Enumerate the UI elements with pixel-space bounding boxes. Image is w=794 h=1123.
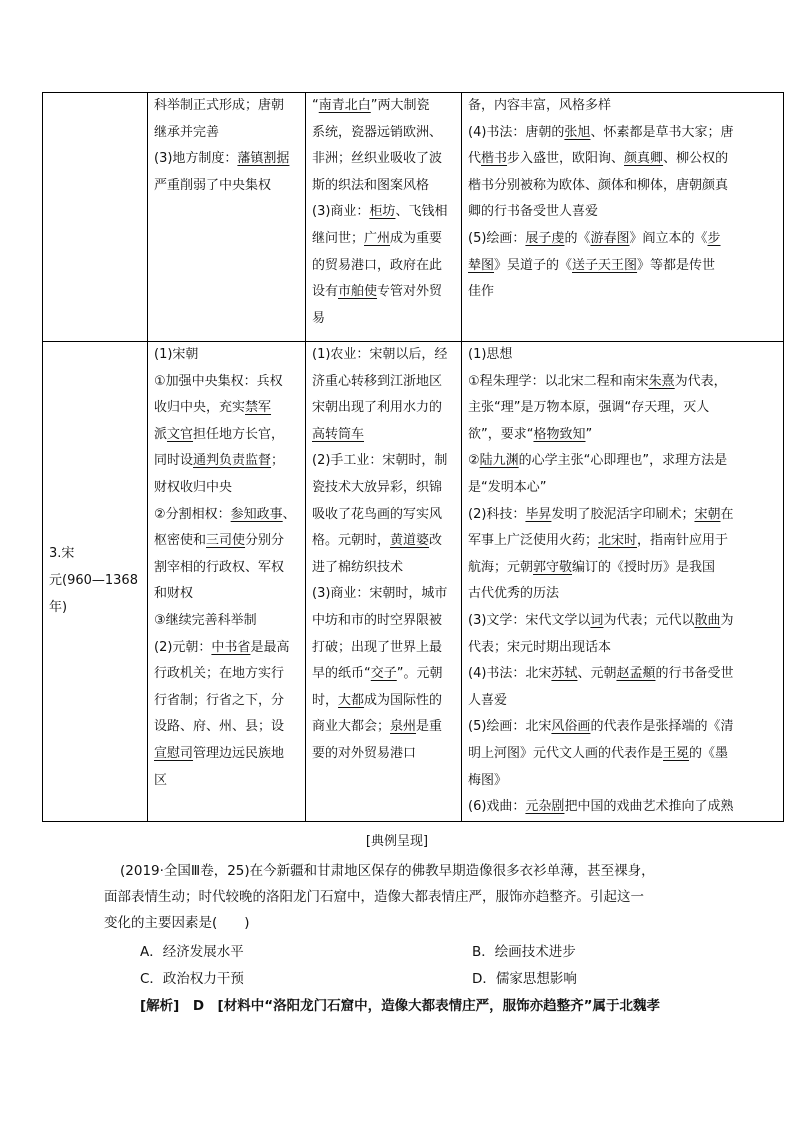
text-span: 继问世； [312,230,365,246]
text-span: 系统，瓷器远销欧洲、 [312,124,443,140]
text-span: (4)书法：唐朝的 [468,124,565,140]
cell-line [154,173,299,200]
cell-line [154,555,299,582]
analysis-text: [解析] D [材料中“洛阳龙门石窟中，造像大都表情庄严，服饰亦趋整齐”属于北魏孝 [140,998,660,1014]
text-span: 非洲；丝织业吸收了波 [312,151,443,167]
text-span: 代 [468,151,482,167]
cell-line [468,448,777,475]
text-span: (3)商业： [312,204,370,220]
option-c[interactable]: C．政治权力干预 [140,971,244,987]
underlined-term: 文官 [167,426,194,442]
cell-line [154,395,299,422]
text-span: 继承并完善 [154,124,220,140]
cell-line [312,528,455,555]
underlined-term: 黄道婆 [390,533,430,549]
text-span: 、元朝 [577,666,617,682]
text-span: 易 [312,310,326,326]
era-cell [43,342,148,822]
underlined-term: 张旭 [564,124,591,140]
text-span: 管理边远民族地 [193,745,285,761]
underlined-term: 中书省 [211,639,251,655]
underlined-term: 参知政事 [230,506,283,522]
cell-line [468,173,777,200]
text-span: 设有 [312,284,339,300]
cell-line [312,661,455,688]
cell-line [468,794,777,821]
cell-line [468,768,777,795]
cell-line [468,342,777,369]
text-span: 的代表作是张择端的《清 [590,719,734,735]
cell-line [468,688,777,715]
cell-line [468,741,777,768]
text-span: 科举制正式形成；唐朝 [154,98,285,113]
underlined-term: 苏轼 [551,666,578,682]
cell-line [468,475,777,502]
cell-line [468,120,777,147]
underlined-term: 交子 [370,666,397,682]
cell-line [312,475,455,502]
underlined-term: 送子天王图 [572,257,638,273]
cell-line [312,199,455,226]
text-span: 改 [429,533,443,549]
text-span: 严重削弱了中央集权 [154,177,272,193]
text-span: 格。元朝时， [312,533,391,549]
text-span: (2)手工业：宋朝时，制 [312,453,448,469]
text-span: 是重 [416,719,443,735]
text-span: (3)文学：宋代文学以 [468,612,591,628]
section-title: [典例呈现] [365,834,429,849]
option-b[interactable]: B．绘画技术进步 [472,944,576,960]
text-span: 专管对外贸 [377,284,443,300]
cell-line [154,502,299,529]
culture-cell [462,93,784,342]
cell-line [468,369,777,396]
text-span: 》等都是传世 [637,257,716,273]
underlined-term: 大都 [338,692,365,708]
underlined-term: 词 [590,612,604,628]
cell-line [468,581,777,608]
text-span: 枢密使和 [154,533,207,549]
cell-line [154,342,299,369]
underlined-term: 风俗画 [551,719,591,735]
underlined-term: 南青北白 [318,98,371,113]
text-span: 瓷技术大放异彩，织锦 [312,479,443,495]
cell-line [312,688,455,715]
text-span: 割宰相的行政权、军权 [154,559,285,575]
cell-line [154,475,299,502]
cell-line [468,279,777,306]
cell-line [154,448,299,475]
underlined-term: 步 [707,230,721,246]
text-span: 吸收了花鸟画的写实风 [312,506,443,522]
underlined-term: 通判 [193,453,220,469]
question-line: (2019·全国Ⅲ卷，25)在今新疆和甘肃地区保存的佛教早期造像很多衣衫单薄，甚至裸身， [120,863,655,879]
cell-line [154,528,299,555]
underlined-term: 楷书 [481,151,508,167]
option-d[interactable]: D．儒家思想影响 [472,971,577,987]
cell-line [312,635,455,662]
cell-line [312,395,455,422]
cell-line [154,146,299,173]
cell-line [312,448,455,475]
cell-line [312,306,455,333]
text-span: 佳作 [468,284,495,300]
text-span: 欲”，要求“ [468,426,534,442]
culture-cell [462,342,784,822]
economy-cell [306,342,462,822]
politics-cell [148,342,306,822]
text-span: 备，内容丰富，风格多样 [468,98,612,113]
text-span: (6)戏曲： [468,799,526,815]
text-span: 是最高 [250,639,290,655]
text-span: 编订的《授时历》是我国 [572,559,716,575]
cell-line [312,93,455,120]
cell-line [154,93,299,120]
question-line: 面部表情生动；时代较晚的洛阳龙门石窟中，造像大都表情庄严，服饰亦趋整齐。引起这一 [104,889,644,905]
underlined-term: 宋朝 [694,506,721,522]
text-span: (1)思想 [468,347,513,362]
era-cell [43,93,148,342]
era-line: 3.宋 [49,546,75,562]
text-span: 把中国的戏曲艺术推向了成熟 [564,799,734,815]
cell-line [468,528,777,555]
cell-line [312,422,455,449]
cell-line [468,253,777,280]
underlined-term: 朱熹 [648,373,675,389]
underlined-term: 柜坊 [369,204,396,220]
underlined-term: 游春图 [590,230,630,246]
underlined-term: 宣慰司 [154,745,194,761]
text-span: 要的对外贸易港口 [312,745,417,761]
text-span: ”两大制瓷 [370,98,430,113]
underlined-term: 负责监督 [219,453,272,469]
text-span: 代表；宋元时期出现话本 [468,639,612,655]
text-span: 的《 [564,230,591,246]
cell-line [312,226,455,253]
underlined-term: 王冕 [663,745,690,761]
text-span: 打破；出现了世界上最 [312,639,443,655]
text-span: 财权收归中央 [154,479,233,495]
text-span: (2)科技： [468,506,526,522]
cell-line [154,768,299,795]
cell-line [312,555,455,582]
underlined-term: 泉州 [390,719,417,735]
politics-cell [148,93,306,342]
cell-line [312,741,455,768]
cell-line [312,608,455,635]
text-span: (1)宋朝 [154,347,199,362]
underlined-term: 散曲 [694,612,721,628]
text-span: 收归中央，充实 [154,400,246,416]
cell-line [154,581,299,608]
text-span: 设路、府、州、县；设 [154,719,285,735]
text-span: 行省制；行省之下，分 [154,692,285,708]
text-span: 是“发明本心” [468,479,547,495]
text-span: 中坊和市的时空界限被 [312,612,443,628]
text-span: ②分割相权： [154,506,231,522]
cell-line [468,93,777,120]
text-span: 时， [312,692,339,708]
text-span: 分别分 [245,533,285,549]
underlined-term: 辇图 [468,257,495,273]
option-a[interactable]: A．经济发展水平 [140,944,244,960]
underlined-term: 郭守敬 [533,559,573,575]
text-span: 担任地方长官， [193,426,285,442]
text-span: 济重心转移到江浙地区 [312,373,443,389]
cell-line [154,635,299,662]
cell-line [468,395,777,422]
underlined-term: 广州 [364,230,391,246]
text-span: 梅图》 [468,772,508,788]
text-span: (5)绘画：北宋 [468,719,552,735]
table-row-song-yuan [43,342,784,822]
cell-line [312,581,455,608]
era-line: 年) [49,599,68,615]
text-span: (3)地方制度： [154,151,238,167]
text-span: 宋朝出现了利用水力的 [312,400,443,416]
text-span: 楷书分别被称为欧体、颜体和柳体，唐朝颜真 [468,177,729,193]
text-span: ①程朱理学：以北宋二程和南宋 [468,373,649,389]
underlined-term: 毕昇 [525,506,552,522]
text-span: 为代表；元代以 [603,612,695,628]
underlined-term: 赵孟頫 [616,666,656,682]
cell-line [312,279,455,306]
text-span: 区 [154,772,168,788]
cell-line [154,369,299,396]
cell-line [154,661,299,688]
cell-line [154,422,299,449]
text-span: 的行书备受世 [655,666,734,682]
text-span: 为 [720,612,734,628]
text-span: 早的纸币“ [312,666,371,682]
underlined-term: 三司使 [206,533,246,549]
text-span: 和财权 [154,586,194,602]
cell-line [468,661,777,688]
text-span: 的《墨 [689,745,729,761]
question-line: 变化的主要因素是( ) [104,915,250,931]
text-span: 行政机关；在地方实行 [154,666,285,682]
underlined-term: 市舶使 [338,284,378,300]
text-span: 、飞钱相 [395,204,448,220]
underlined-term: 北宋时 [598,533,638,549]
text-span: ”。元朝 [396,666,443,682]
text-span: 在 [720,506,734,522]
text-span: 、柳公权的 [663,151,729,167]
era-line: 元(960—1368 [49,573,138,589]
cell-line [154,688,299,715]
text-span: 发明了胶泥活字印刷术； [551,506,695,522]
text-span: 同时设 [154,453,194,469]
cell-line [312,369,455,396]
cell-line [312,253,455,280]
cell-line [468,146,777,173]
text-span: 派 [154,426,168,442]
text-span: ，指南针应用于 [637,533,729,549]
economy-cell [306,93,462,342]
underlined-term: 藩镇割据 [237,151,290,167]
underlined-term: 元杂剧 [525,799,565,815]
cell-line [312,502,455,529]
cell-line [154,741,299,768]
cell-line [312,146,455,173]
text-span: ③继续完善科举制 [154,612,257,628]
text-span: 卿的行书备受世人喜爱 [468,204,599,220]
underlined-term: 展子虔 [525,230,565,246]
cell-line [468,608,777,635]
text-span: 》吴道子的《 [494,257,573,273]
text-span: ； [271,453,285,469]
underlined-term: 颜真卿 [624,151,664,167]
cell-line [312,714,455,741]
cell-line [468,422,777,449]
cell-line [312,173,455,200]
text-span: 为代表， [674,373,727,389]
text-span: (2)元朝： [154,639,212,655]
text-span: 的贸易港口，政府在此 [312,257,443,273]
text-span: (5)绘画： [468,230,526,246]
cell-line [312,120,455,147]
text-span: (3)商业：宋朝时，城市 [312,586,448,602]
cell-line [154,608,299,635]
text-span: 航海；元朝 [468,559,534,575]
text-span: ” [585,426,593,442]
cell-line [154,714,299,741]
text-span: “ [312,98,319,113]
underlined-term: 禁军 [245,400,272,416]
underlined-term: 格物致知 [533,426,586,442]
text-span: 步入盛世，欧阳询、 [507,151,625,167]
text-span: 成为重要 [390,230,443,246]
text-span: 、怀素都是草书大家；唐 [590,124,734,140]
cell-line [154,120,299,147]
text-span: (4)书法：北宋 [468,666,552,682]
text-span: 明上河图》元代文人画的代表作是 [468,745,664,761]
text-span: 的心学主张“心即理也”，求理方法是 [518,453,728,469]
cell-line [468,502,777,529]
history-table [42,92,784,822]
cell-line [312,342,455,369]
text-span: 斯的织法和图案风格 [312,177,430,193]
underlined-term: 高转筒车 [312,426,365,442]
text-span: 主张“理”是万物本原，强调“存天理，灭人 [468,400,710,416]
cell-line [468,635,777,662]
cell-line [468,714,777,741]
text-span: 古代优秀的历法 [468,586,560,602]
text-span: 军事上广泛使用火药； [468,533,599,549]
cell-line [468,199,777,226]
text-span: 进了棉纺织技术 [312,559,404,575]
underlined-term: 陆九渊 [479,453,519,469]
text-span: 成为国际性的 [364,692,443,708]
text-span: 》阎立本的《 [629,230,708,246]
text-span: ①加强中央集权：兵权 [154,373,283,389]
text-span: (1)农业：宋朝以后，经 [312,347,448,362]
text-span: ② [468,453,480,469]
text-span: 商业大都会； [312,719,391,735]
text-span: 、 [282,506,296,522]
cell-line [468,555,777,582]
cell-line [468,226,777,253]
text-span: 人喜爱 [468,692,508,708]
table-row-tang [43,93,784,342]
